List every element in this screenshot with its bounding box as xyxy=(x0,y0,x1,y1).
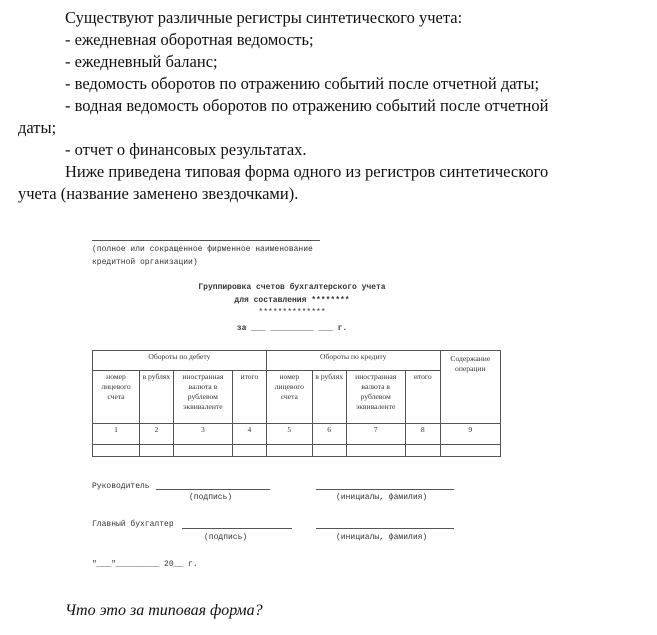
intro-line: - ведомость оборотов по отражению событий после отчетной даты; xyxy=(65,74,540,93)
chief-signature-line xyxy=(182,528,292,529)
form-title: Группировка счетов бухгалтерского учета xyxy=(198,283,386,292)
chief-accountant-label: Главный бухгалтер xyxy=(92,520,174,529)
head-signature-caption: (подпись) xyxy=(189,493,233,502)
intro-line: даты; xyxy=(18,118,57,137)
head-name-line xyxy=(316,489,454,490)
form-title-asterisks: ************** xyxy=(258,308,326,317)
form-period: за ___ _________ ___ г. xyxy=(236,324,348,333)
column-number: 6 xyxy=(312,424,346,445)
subheader-cell: номер лицевого счета xyxy=(93,371,140,424)
register-table xyxy=(92,350,501,457)
header-credit: Обороты по кредиту xyxy=(266,351,440,371)
subheader-cell: итого xyxy=(233,371,267,424)
column-number: 2 xyxy=(140,424,174,445)
column-number: 1 xyxy=(93,424,140,445)
intro-line: учета (название заменено звездочками). xyxy=(18,184,299,203)
header-debit: Обороты по дебету xyxy=(93,351,267,371)
chief-name-caption: (инициалы, фамилия) xyxy=(336,533,428,542)
chief-name-line xyxy=(316,528,454,529)
org-caption-1: (полное или сокращенное фирменное наименование xyxy=(92,245,313,254)
intro-line: - ежедневный баланс; xyxy=(65,52,218,71)
column-number: 7 xyxy=(346,424,405,445)
form-title-purpose: для составления ******** xyxy=(234,296,350,305)
org-caption-2: кредитной организации) xyxy=(92,258,198,267)
date-line: "___"_________ 20__ г. xyxy=(92,560,198,569)
subheader-cell: в рублях xyxy=(312,371,346,424)
subheader-cell: номер лицевого счета xyxy=(266,371,312,424)
header-content: Содержание операции xyxy=(440,351,500,424)
intro-text xyxy=(18,7,638,205)
column-number: 5 xyxy=(266,424,312,445)
chief-signature-caption: (подпись) xyxy=(204,533,248,542)
intro-line: - ежедневная оборотная ведомость; xyxy=(65,30,314,49)
intro-line: Существуют различные регистры синтетического учета: xyxy=(65,8,463,27)
subheader-cell: итого xyxy=(405,371,440,424)
column-number: 9 xyxy=(440,424,500,445)
subheader-cell: в рублях xyxy=(140,371,174,424)
intro-line: - отчет о финансовых результатах. xyxy=(65,140,307,159)
column-number: 8 xyxy=(405,424,440,445)
intro-line: - водная ведомость оборотов по отражению событий после отчетной xyxy=(65,96,549,115)
column-number: 4 xyxy=(233,424,267,445)
column-number: 3 xyxy=(173,424,232,445)
question-text: Что это за типовая форма? xyxy=(65,602,263,619)
intro-line: Ниже приведена типовая форма одного из регистров синтетического xyxy=(65,162,549,181)
table-row xyxy=(93,445,501,457)
org-name-line xyxy=(92,240,320,241)
head-label: Руководитель xyxy=(92,482,150,491)
subheader-cell: иностранная валюта в рублевом эквиваленте xyxy=(346,371,405,424)
subheader-cell: иностранная валюта в рублевом эквиваленте xyxy=(173,371,232,424)
head-name-caption: (инициалы, фамилия) xyxy=(336,493,428,502)
head-signature-line xyxy=(156,489,270,490)
